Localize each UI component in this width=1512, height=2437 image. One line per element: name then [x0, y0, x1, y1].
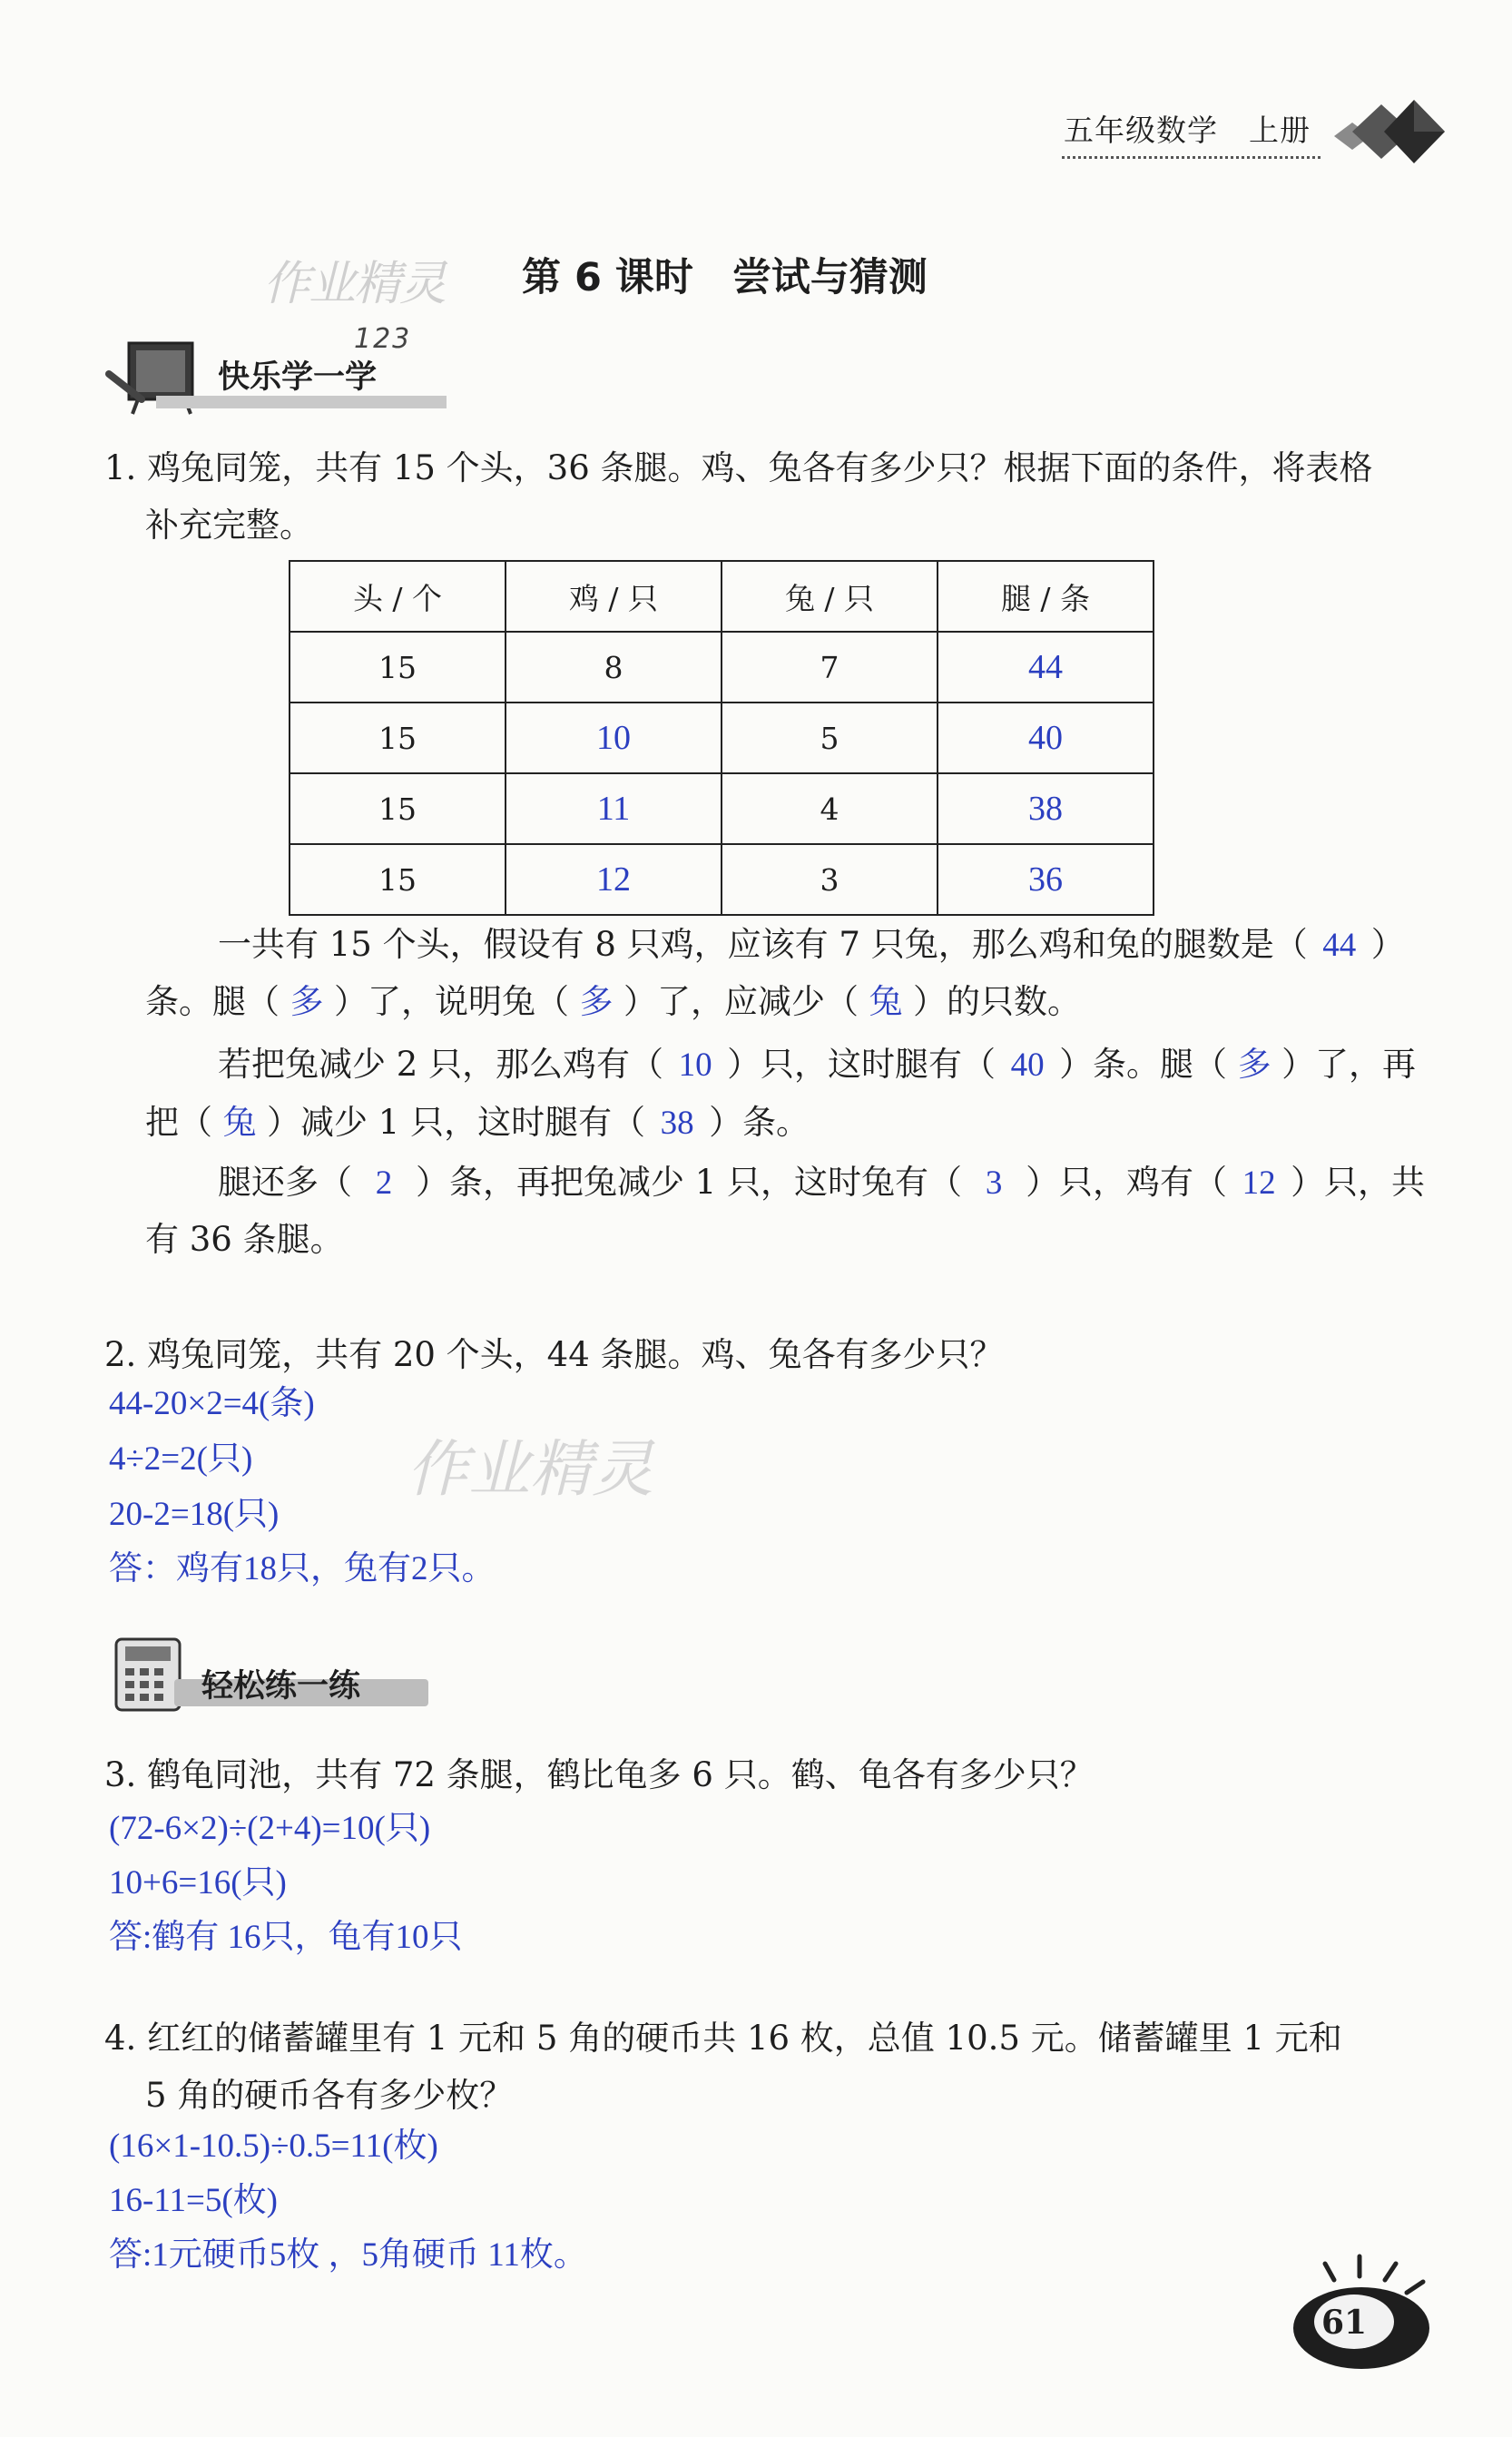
table-cell: 4 — [722, 773, 938, 844]
table-answer-cell: 11 — [506, 773, 722, 844]
diamond-decoration-icon — [1325, 91, 1452, 172]
text: ）条。 — [709, 1103, 810, 1142]
book-header-title: 五年级数学 上册 — [1064, 113, 1311, 148]
table-row — [290, 632, 1154, 703]
q2-answer-line3: 20-2=18(只) — [109, 1496, 280, 1533]
table-answer-cell: 12 — [506, 844, 722, 915]
table-answer-cell: 36 — [938, 844, 1154, 915]
table-header-cell: 鸡 / 只 — [506, 561, 722, 632]
section-underline — [156, 396, 447, 408]
q1-paragraph3-line2: 有 36 条腿。 — [145, 1220, 344, 1259]
text: 条。腿（ — [145, 982, 280, 1021]
text: 把（ — [145, 1103, 212, 1142]
answer-blank: 兔 — [222, 1105, 257, 1142]
q1-paragraph1-line2 — [145, 974, 1081, 1023]
table-cell: 15 — [290, 703, 506, 773]
table-cell: 15 — [290, 773, 506, 844]
q1-text-line2: 补充完整。 — [145, 506, 313, 545]
text: ）减少 1 只，这时腿有（ — [267, 1103, 646, 1142]
q2-answer-line1: 44-20×2=4(条) — [109, 1385, 315, 1422]
table-cell: 15 — [290, 844, 506, 915]
table-row — [290, 773, 1154, 844]
header-divider — [1062, 156, 1321, 159]
q1-paragraph1-line1 — [218, 917, 1405, 966]
text: ）的只数。 — [913, 982, 1081, 1021]
q1-paragraph3-line1 — [218, 1155, 1425, 1204]
answer-blank: 多 — [579, 984, 614, 1021]
watermark: 作业精灵 — [263, 257, 446, 311]
q4-text-line1: 4. 红红的储蓄罐里有 1 元和 5 角的硬币共 16 枚，总值 10.5 元。储蓄罐里 1 元和 — [104, 2019, 1342, 2058]
table-row — [290, 844, 1154, 915]
text: ） — [1370, 925, 1405, 964]
q4-answer-line2: 16-11=5(枚) — [109, 2182, 278, 2219]
table-row — [290, 703, 1154, 773]
q4-answer-line1: (16×1-10.5)÷0.5=11(枚) — [109, 2127, 438, 2165]
text: ）条，再把兔减少 1 只，这时兔有（ — [416, 1163, 963, 1202]
q3-answer-line1: (72-6×2)÷(2+4)=10(只) — [109, 1810, 431, 1847]
text: ）只，共 — [1291, 1163, 1426, 1202]
table-header-cell: 腿 / 条 — [938, 561, 1154, 632]
q3-question: 3. 鹤龟同池，共有 72 条腿，鹤比龟多 6 只。鹤、龟各有多少只？ — [104, 1755, 1094, 1794]
text: ）了，说明兔（ — [334, 982, 569, 1021]
text: ）了，应减少（ — [623, 982, 859, 1021]
answer-blank: 38 — [660, 1105, 694, 1142]
answer-blank: 多 — [1237, 1047, 1271, 1084]
q1-text-line1: 1. 鸡兔同笼，共有 15 个头，36 条腿。鸡、兔各有多少只？根据下面的条件，将表格 — [104, 448, 1373, 487]
section-number-deco: 123 — [354, 323, 412, 355]
lesson-title: 第 6 课时 尝试与猜测 — [522, 255, 928, 300]
table-answer-cell: 38 — [938, 773, 1154, 844]
answer-blank: 10 — [678, 1047, 712, 1084]
text: 腿还多（ — [218, 1163, 352, 1202]
section-label: 快乐学一学 — [218, 359, 378, 396]
q3-answer-line2: 10+6=16(只) — [109, 1864, 287, 1901]
section-badge-learn — [102, 323, 447, 418]
table-cell: 8 — [506, 632, 722, 703]
table-cell: 3 — [722, 844, 938, 915]
table-cell: 5 — [722, 703, 938, 773]
q1-paragraph2-line2 — [145, 1095, 810, 1144]
q2-answer-line2: 4÷2=2(只) — [109, 1440, 253, 1478]
page-number: 61 — [1321, 2304, 1368, 2342]
text: ）只，这时腿有（ — [727, 1045, 997, 1084]
answer-blank: 3 — [985, 1164, 1003, 1202]
text: ）只，鸡有（ — [1026, 1163, 1228, 1202]
table-cell: 15 — [290, 632, 506, 703]
text: ）了，再 — [1281, 1045, 1417, 1084]
q3-answer-line3: 答:鹤有 16只，龟有10只 — [109, 1919, 463, 1956]
table-cell: 7 — [722, 632, 938, 703]
q2-question: 2. 鸡兔同笼，共有 20 个头，44 条腿。鸡、兔各有多少只？ — [104, 1335, 1004, 1374]
answer-blank: 40 — [1010, 1047, 1045, 1084]
section-label: 轻松练一练 — [201, 1668, 361, 1705]
table-answer-cell: 10 — [506, 703, 722, 773]
q1-paragraph2-line1 — [218, 1037, 1416, 1086]
text: ）条。腿（ — [1059, 1045, 1228, 1084]
table-header-cell: 兔 / 只 — [722, 561, 938, 632]
section-badge-practice — [102, 1634, 428, 1715]
table-header-row — [290, 561, 1154, 632]
answer-blank: 2 — [375, 1164, 393, 1202]
text: 一共有 15 个头，假设有 8 只鸡，应该有 7 只兔，那么鸡和兔的腿数是（ — [218, 925, 1308, 964]
table-answer-cell: 40 — [938, 703, 1154, 773]
answer-blank: 12 — [1242, 1164, 1276, 1202]
table-answer-cell: 44 — [938, 632, 1154, 703]
watermark: 作业精灵 — [407, 1434, 654, 1506]
q4-text-line2: 5 角的硬币各有多少枚？ — [145, 2076, 514, 2115]
text: 若把兔减少 2 只，那么鸡有（ — [218, 1045, 664, 1084]
q4-answer-line3: 答:1元硬币5枚 ，5角硬币 11枚。 — [109, 2236, 587, 2274]
table-header-cell: 头 / 个 — [290, 561, 506, 632]
q2-answer-line4: 答：鸡有18只，兔有2只。 — [109, 1550, 496, 1587]
answer-blank: 44 — [1322, 927, 1357, 964]
q1-table — [289, 560, 1154, 916]
answer-blank: 兔 — [869, 984, 903, 1021]
answer-blank: 多 — [290, 984, 324, 1021]
